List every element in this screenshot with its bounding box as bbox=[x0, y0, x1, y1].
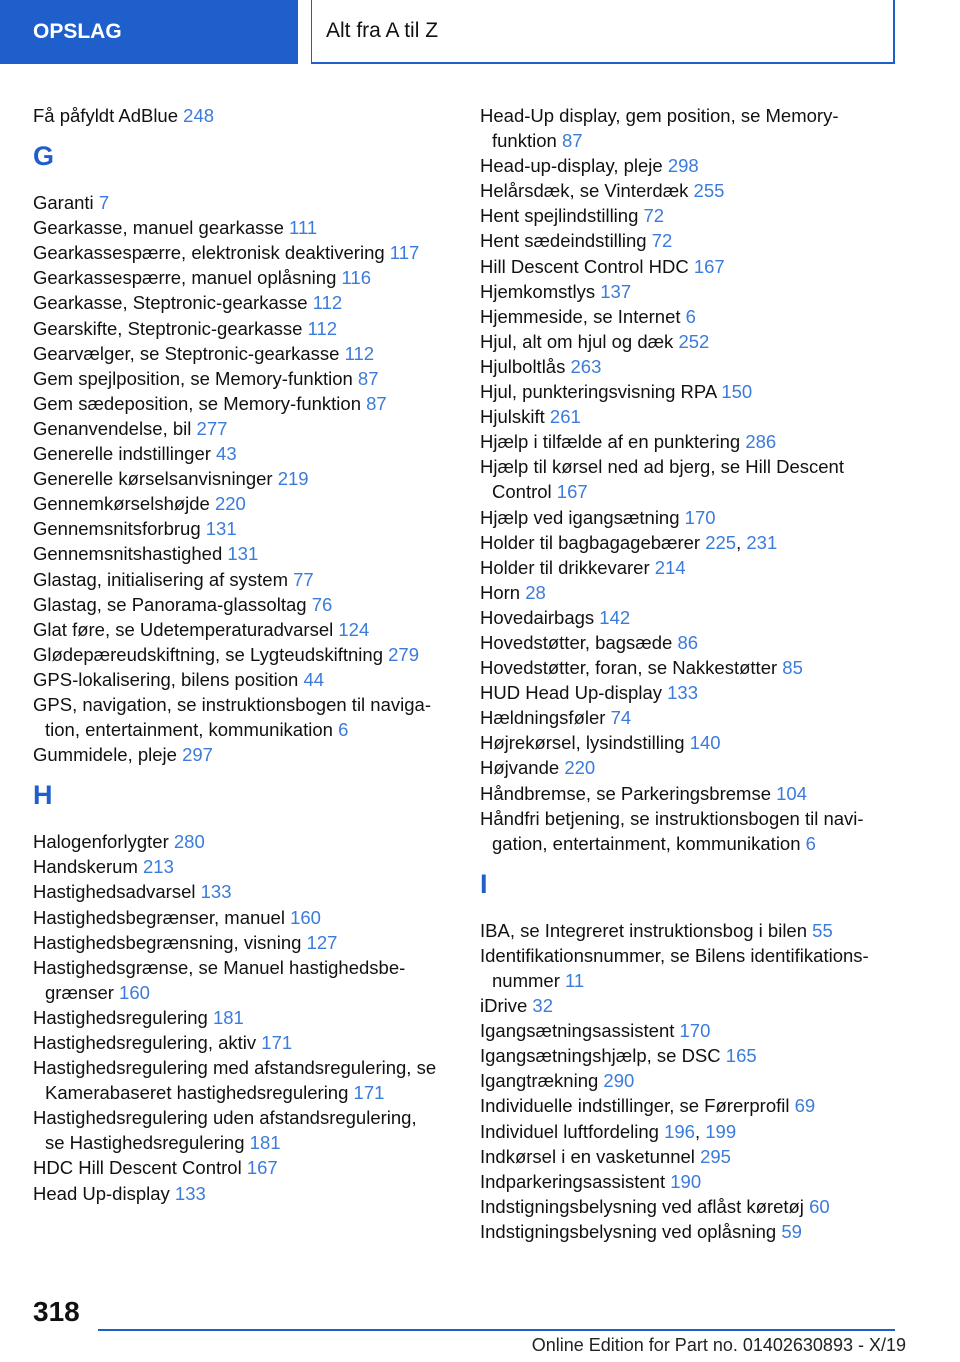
index-entry-text: Generelle kørselsanvisninger bbox=[33, 468, 278, 490]
page-reference-link[interactable]: 231 bbox=[746, 531, 778, 553]
index-entry bbox=[480, 103, 900, 153]
index-entry-text: Identifikationsnummer, se Bilens identifikations- bbox=[480, 944, 869, 966]
page-reference-link[interactable]: 261 bbox=[549, 406, 581, 428]
index-entry-text: Glødepæreudskiftning, se Lygteudskiftning bbox=[33, 643, 389, 665]
index-entry bbox=[480, 329, 900, 354]
index-entry-text: Hovedstøtter, bagsæde bbox=[480, 631, 678, 653]
index-entry bbox=[480, 1219, 900, 1244]
page-reference-link[interactable]: 170 bbox=[684, 506, 716, 528]
index-entry-text: Control bbox=[492, 481, 557, 503]
page-number: 318 bbox=[33, 1296, 80, 1327]
index-entry bbox=[33, 441, 453, 466]
index-entry bbox=[33, 215, 453, 240]
index-entry bbox=[480, 228, 900, 253]
index-entry bbox=[480, 178, 900, 203]
page-reference-link[interactable]: 279 bbox=[388, 643, 419, 665]
index-entry bbox=[33, 617, 453, 642]
page-reference-link[interactable]: 32 bbox=[532, 995, 553, 1017]
page-reference-link[interactable]: 28 bbox=[525, 581, 546, 603]
index-entry-text: tion, entertainment, kommunikation bbox=[45, 719, 339, 741]
index-entry-text: Gearkasse, Steptronic-gearkasse bbox=[33, 292, 313, 314]
index-entry bbox=[33, 1181, 453, 1206]
page-reference-link[interactable]: 214 bbox=[654, 556, 686, 578]
page-reference-link[interactable]: 127 bbox=[306, 931, 338, 953]
page-reference-link[interactable]: 140 bbox=[689, 732, 721, 754]
page-reference-link[interactable]: 44 bbox=[303, 668, 325, 690]
index-entry bbox=[33, 879, 453, 904]
index-entry-text: Genanvendelse, bil bbox=[33, 417, 197, 439]
index-entry bbox=[33, 265, 453, 290]
index-entry bbox=[33, 1030, 453, 1055]
footer-rule bbox=[98, 1329, 895, 1331]
index-entry bbox=[480, 918, 900, 943]
page-reference-link[interactable]: 171 bbox=[353, 1082, 385, 1104]
chapter-box bbox=[311, 0, 895, 64]
page-reference-link[interactable]: 225 bbox=[705, 531, 737, 553]
index-entry bbox=[480, 254, 900, 279]
index-entry bbox=[480, 1194, 900, 1219]
chapter-title: Alt fra A til Z bbox=[326, 19, 439, 42]
index-entry-text: Gem spejlposition, se Memory-funktion bbox=[33, 367, 358, 389]
index-entry-text: iDrive bbox=[480, 995, 533, 1017]
index-entry-text: Håndbremse, se Parkeringsbremse bbox=[480, 782, 777, 804]
index-entry bbox=[33, 341, 453, 366]
index-entry-text: Hastighedsregulering bbox=[33, 1006, 213, 1028]
page-reference-link[interactable]: 165 bbox=[725, 1045, 757, 1067]
page-reference-link[interactable]: 86 bbox=[677, 631, 699, 653]
index-entry-text: Hastighedsadvarsel bbox=[33, 881, 201, 903]
page-reference-link[interactable]: 112 bbox=[312, 292, 343, 314]
page-reference-link[interactable]: 6 bbox=[685, 305, 696, 327]
page-reference-link[interactable]: 131 bbox=[227, 543, 259, 565]
page-reference-link[interactable]: 111 bbox=[289, 217, 318, 239]
page-reference-link[interactable]: 167 bbox=[556, 481, 588, 503]
index-entry bbox=[480, 454, 900, 504]
page-reference-link[interactable]: 171 bbox=[261, 1032, 293, 1053]
index-entry-text: Hjulskift bbox=[480, 406, 550, 428]
page-reference-link[interactable]: 43 bbox=[216, 443, 237, 465]
index-entry-text: Holder til drikkevarer bbox=[480, 556, 655, 578]
page-reference-link[interactable]: 60 bbox=[809, 1195, 830, 1217]
index-letter-heading: I bbox=[480, 868, 488, 899]
index-entry bbox=[33, 742, 453, 767]
page-reference-link[interactable]: 74 bbox=[610, 707, 632, 729]
index-entry-text: Hastighedsregulering med afstandsregulering, se bbox=[33, 1057, 437, 1079]
index-entry bbox=[480, 1068, 900, 1093]
index-entry-text: Hovedstøtter, foran, se Nakkestøtter bbox=[480, 657, 783, 679]
page-separator: , bbox=[694, 1120, 706, 1142]
index-entry-text: Hent spejlindstilling bbox=[480, 205, 644, 227]
page-reference-link[interactable]: 69 bbox=[794, 1095, 816, 1117]
index-entry bbox=[33, 516, 453, 541]
footer-edition-text: Online Edition for Part no. 01402630893 - X/19 bbox=[531, 1335, 906, 1355]
index-entry bbox=[33, 190, 453, 215]
page-reference-link[interactable]: 131 bbox=[205, 518, 237, 540]
index-entry-text: Halogenforlygter bbox=[33, 831, 174, 853]
index-entry-text: Hjemmeside, se Internet bbox=[480, 305, 686, 327]
page-reference-link[interactable]: 277 bbox=[196, 417, 228, 439]
page-reference-link[interactable]: 160 bbox=[290, 906, 321, 928]
index-entry-text: Gearskifte, Steptronic-gearkasse bbox=[33, 317, 308, 339]
index-entry-text: Gummidele, pleje bbox=[33, 744, 183, 766]
page-reference-link[interactable]: 167 bbox=[246, 1157, 278, 1179]
index-entry-text: Hjul, punkteringsvisning RPA bbox=[480, 381, 722, 403]
index-entry-text: grænser bbox=[45, 981, 120, 1003]
index-entry-text: Individuelle indstillinger, se Førerprofil bbox=[480, 1095, 795, 1117]
index-entry-text: Glastag, se Panorama-glassoltag bbox=[33, 593, 312, 615]
page-reference-link[interactable]: 248 bbox=[183, 105, 215, 126]
index-entry-text: Horn bbox=[480, 581, 526, 603]
index-entry bbox=[33, 692, 453, 742]
section-tab bbox=[0, 0, 298, 64]
page-reference-link[interactable]: 87 bbox=[357, 367, 379, 389]
index-entry bbox=[480, 354, 900, 379]
index-entry-text: Glastag, initialisering af system bbox=[33, 568, 294, 590]
page-reference-link[interactable]: 252 bbox=[678, 330, 710, 352]
index-entry-text: Hovedairbags bbox=[480, 606, 600, 628]
page-reference-link[interactable]: 6 bbox=[805, 832, 816, 854]
index-entry bbox=[480, 279, 900, 304]
index-entry bbox=[33, 391, 453, 416]
page-reference-link[interactable]: 196 bbox=[664, 1120, 695, 1142]
index-entry bbox=[33, 240, 453, 265]
index-entry-text: Holder til bagbagagebærer bbox=[480, 531, 706, 553]
index-entry-text: Helårsdæk, se Vinterdæk bbox=[480, 180, 694, 202]
index-entry bbox=[33, 1005, 453, 1030]
index-entry bbox=[480, 379, 900, 404]
page-reference-link[interactable]: 112 bbox=[307, 317, 338, 339]
index-entry-text: Hjælp ved igangsætning bbox=[480, 506, 685, 528]
index-entry bbox=[33, 592, 453, 617]
index-entry-text: se Hastighedsregulering bbox=[45, 1132, 250, 1154]
page-reference-link[interactable]: 137 bbox=[600, 280, 632, 302]
index-entry-text: Hjælp i tilfælde af en punktering bbox=[480, 431, 746, 453]
index-entry bbox=[33, 366, 453, 391]
index-entry-text: HUD Head Up-display bbox=[480, 682, 668, 704]
index-entry bbox=[480, 680, 900, 705]
index-entry bbox=[480, 705, 900, 730]
index-entry-text: Hent sædeindstilling bbox=[480, 230, 652, 252]
index-entry bbox=[480, 605, 900, 630]
index-entry-text: Head-up-display, pleje bbox=[480, 155, 668, 177]
index-entry-text: HDC Hill Descent Control bbox=[33, 1157, 247, 1179]
index-entry-text: Handskerum bbox=[33, 856, 144, 878]
page-reference-link[interactable]: 181 bbox=[212, 1006, 244, 1028]
index-entry-text: Indkørsel i en vasketunnel bbox=[480, 1145, 701, 1167]
index-entry bbox=[480, 806, 900, 856]
index-entry-text: Hjul, alt om hjul og dæk bbox=[480, 330, 679, 352]
page-reference-link[interactable]: 87 bbox=[366, 392, 387, 414]
index-entry bbox=[33, 667, 453, 692]
index-entry-text: Gearkassespærre, manuel oplåsning bbox=[33, 267, 342, 289]
page-reference-link[interactable]: 55 bbox=[812, 919, 833, 941]
index-entry bbox=[480, 153, 900, 178]
page-reference-link[interactable]: 11 bbox=[565, 970, 585, 991]
index-entry-text: Hastighedsbegrænsning, visning bbox=[33, 931, 307, 953]
index-entry bbox=[33, 541, 453, 566]
index-entry-text: Kamerabaseret hastighedsregulering bbox=[45, 1082, 354, 1104]
index-column-left bbox=[33, 103, 453, 1206]
index-entry bbox=[33, 290, 453, 315]
page-reference-link[interactable]: 190 bbox=[670, 1170, 702, 1192]
index-entry bbox=[33, 491, 453, 516]
index-entry-text: Gem sædeposition, se Memory-funktion bbox=[33, 392, 367, 414]
index-entry bbox=[33, 466, 453, 491]
page-reference-link[interactable]: 117 bbox=[389, 242, 420, 264]
index-entry bbox=[480, 755, 900, 780]
page-reference-link[interactable]: 160 bbox=[119, 981, 150, 1003]
index-entry-text: funktion bbox=[492, 130, 562, 152]
index-entry bbox=[480, 404, 900, 429]
index-entry-text: Hjælp til kørsel ned ad bjerg, se Hill Descent bbox=[480, 456, 844, 478]
index-entry bbox=[480, 1093, 900, 1118]
index-entry-text: Hældningsføler bbox=[480, 707, 611, 729]
index-entry bbox=[33, 1155, 453, 1180]
index-entry-text: gation, entertainment, kommunikation bbox=[492, 832, 806, 854]
page-reference-link[interactable]: 220 bbox=[564, 757, 596, 779]
index-entry bbox=[33, 316, 453, 341]
index-entry-text: Glat føre, se Udetemperaturadvarsel bbox=[33, 618, 339, 640]
index-entry-text: Gearkassespærre, elektronisk deaktivering bbox=[33, 242, 390, 264]
page-reference-link[interactable]: 213 bbox=[143, 856, 174, 878]
index-entry-text: Håndfri betjening, se instruktionsbogen til navi- bbox=[480, 807, 864, 829]
page-reference-link[interactable]: 219 bbox=[277, 468, 309, 490]
index-entry bbox=[480, 580, 900, 605]
page-reference-link[interactable]: 133 bbox=[200, 881, 232, 903]
index-entry bbox=[480, 630, 900, 655]
index-entry-text: Individuel luftfordeling bbox=[480, 1120, 665, 1142]
index-entry bbox=[33, 905, 453, 930]
index-entry bbox=[33, 829, 453, 854]
index-entry bbox=[480, 1169, 900, 1194]
page-header bbox=[0, 0, 960, 66]
index-entry-text: Gennemsnitshastighed bbox=[33, 543, 228, 565]
index-entry bbox=[480, 781, 900, 806]
index-entry bbox=[480, 1119, 900, 1144]
index-entry-text: Generelle indstillinger bbox=[33, 443, 217, 465]
page-reference-link[interactable]: 170 bbox=[679, 1020, 711, 1042]
index-entry-text: Garanti bbox=[33, 192, 99, 214]
index-entry-text: Gennemsnitsforbrug bbox=[33, 518, 206, 540]
footer-edition bbox=[0, 1335, 906, 1356]
index-entry bbox=[33, 1105, 453, 1155]
section-title: OPSLAG bbox=[33, 20, 122, 43]
index-entry-text: GPS-lokalisering, bilens position bbox=[33, 668, 304, 690]
page-reference-link[interactable]: 220 bbox=[214, 493, 246, 515]
page-reference-link[interactable]: 133 bbox=[174, 1182, 206, 1204]
page-reference-link[interactable]: 298 bbox=[667, 155, 699, 177]
index-entry bbox=[33, 930, 453, 955]
index-entry-text: Indparkeringsassistent bbox=[480, 1170, 671, 1192]
page-reference-link[interactable]: 181 bbox=[249, 1132, 281, 1154]
index-entry bbox=[33, 103, 453, 128]
index-entry-text: Head Up-display bbox=[33, 1182, 175, 1204]
index-entry-text: nummer bbox=[492, 970, 565, 991]
index-entry bbox=[33, 416, 453, 441]
index-entry-text: Igangsætningshjælp, se DSC bbox=[480, 1045, 726, 1067]
index-entry bbox=[480, 530, 900, 555]
page-reference-link[interactable]: 286 bbox=[745, 431, 777, 453]
page-reference-link[interactable]: 290 bbox=[603, 1070, 635, 1092]
index-entry-text: Indstigningsbelysning ved oplåsning bbox=[480, 1220, 782, 1242]
index-entry-text: Hjemkomstlys bbox=[480, 280, 601, 302]
index-entry bbox=[33, 854, 453, 879]
index-entry bbox=[480, 1043, 900, 1068]
page-reference-link[interactable]: 297 bbox=[182, 744, 213, 766]
page-reference-link[interactable]: 124 bbox=[338, 618, 370, 640]
page-reference-link[interactable]: 199 bbox=[705, 1120, 737, 1142]
index-entry-text: Gearkasse, manuel gearkasse bbox=[33, 217, 290, 239]
page-reference-link[interactable]: 72 bbox=[643, 205, 665, 227]
index-entry bbox=[480, 304, 900, 329]
index-column-right bbox=[480, 103, 900, 1244]
index-entry-text: GPS, navigation, se instruktionsbogen til naviga- bbox=[33, 693, 431, 715]
page-reference-link[interactable]: 167 bbox=[693, 255, 725, 277]
index-entry-text: Head-Up display, gem position, se Memory- bbox=[480, 105, 839, 126]
index-entry bbox=[480, 1144, 900, 1169]
page-reference-link[interactable]: 133 bbox=[667, 682, 698, 704]
page-reference-link[interactable]: 77 bbox=[293, 568, 314, 590]
page-reference-link[interactable]: 87 bbox=[561, 130, 583, 152]
page-reference-link[interactable]: 59 bbox=[781, 1220, 802, 1242]
page-reference-link[interactable]: 295 bbox=[700, 1145, 731, 1167]
index-entry-text: Hastighedsbegrænser, manuel bbox=[33, 906, 291, 928]
index-entry-text: Hastighedsgrænse, se Manuel hastighedsbe- bbox=[33, 956, 406, 978]
page-reference-link[interactable]: 150 bbox=[721, 381, 753, 403]
index-entry-text: Hjulboltlås bbox=[480, 355, 571, 377]
page-reference-link[interactable]: 104 bbox=[776, 782, 808, 804]
index-entry-text: Igangtrækning bbox=[480, 1070, 604, 1092]
index-entry-text: Igangsætningsassistent bbox=[480, 1020, 680, 1042]
page-reference-link[interactable]: 6 bbox=[338, 719, 349, 741]
page-reference-link[interactable]: 7 bbox=[98, 192, 110, 214]
index-entry bbox=[33, 955, 453, 1005]
index-entry-text: Få påfyldt AdBlue bbox=[33, 105, 184, 126]
page-reference-link[interactable]: 112 bbox=[344, 342, 375, 364]
index-entry bbox=[480, 730, 900, 755]
index-entry bbox=[480, 429, 900, 454]
index-entry-text: Gennemkørselshøjde bbox=[33, 493, 215, 515]
index-entry bbox=[480, 555, 900, 580]
page-reference-link[interactable]: 116 bbox=[341, 267, 371, 289]
index-entry-text: IBA, se Integreret instruktionsbog i bilen bbox=[480, 919, 813, 941]
index-entry bbox=[480, 203, 900, 228]
page-reference-link[interactable]: 263 bbox=[570, 355, 602, 377]
page-reference-link[interactable]: 85 bbox=[782, 657, 803, 679]
index-entry-text: Hastighedsregulering uden afstandsregulering, bbox=[33, 1107, 417, 1129]
page-reference-link[interactable]: 255 bbox=[693, 180, 725, 202]
index-entry-text: Gearvælger, se Steptronic-gearkasse bbox=[33, 342, 345, 364]
index-entry bbox=[33, 642, 453, 667]
index-entry bbox=[480, 1018, 900, 1043]
index-letter-heading: H bbox=[33, 780, 53, 811]
index-entry bbox=[33, 1055, 453, 1105]
index-entry bbox=[480, 505, 900, 530]
index-entry-text: Indstigningsbelysning ved aflåst køretøj bbox=[480, 1195, 810, 1217]
page-reference-link[interactable]: 280 bbox=[173, 831, 205, 853]
page-reference-link[interactable]: 142 bbox=[599, 606, 631, 628]
page-reference-link[interactable]: 76 bbox=[311, 593, 333, 615]
index-entry-text: Hill Descent Control HDC bbox=[480, 255, 694, 277]
page-separator: , bbox=[736, 531, 747, 553]
index-entry bbox=[480, 943, 900, 993]
index-entry bbox=[33, 567, 453, 592]
index-entry-text: Højvande bbox=[480, 757, 565, 779]
index-entry-text: Hastighedsregulering, aktiv bbox=[33, 1032, 262, 1053]
page-reference-link[interactable]: 72 bbox=[651, 230, 673, 252]
index-entry-text: Højrekørsel, lysindstilling bbox=[480, 732, 690, 754]
index-entry bbox=[480, 655, 900, 680]
index-letter-heading: G bbox=[33, 141, 55, 172]
index-entry bbox=[480, 993, 900, 1018]
